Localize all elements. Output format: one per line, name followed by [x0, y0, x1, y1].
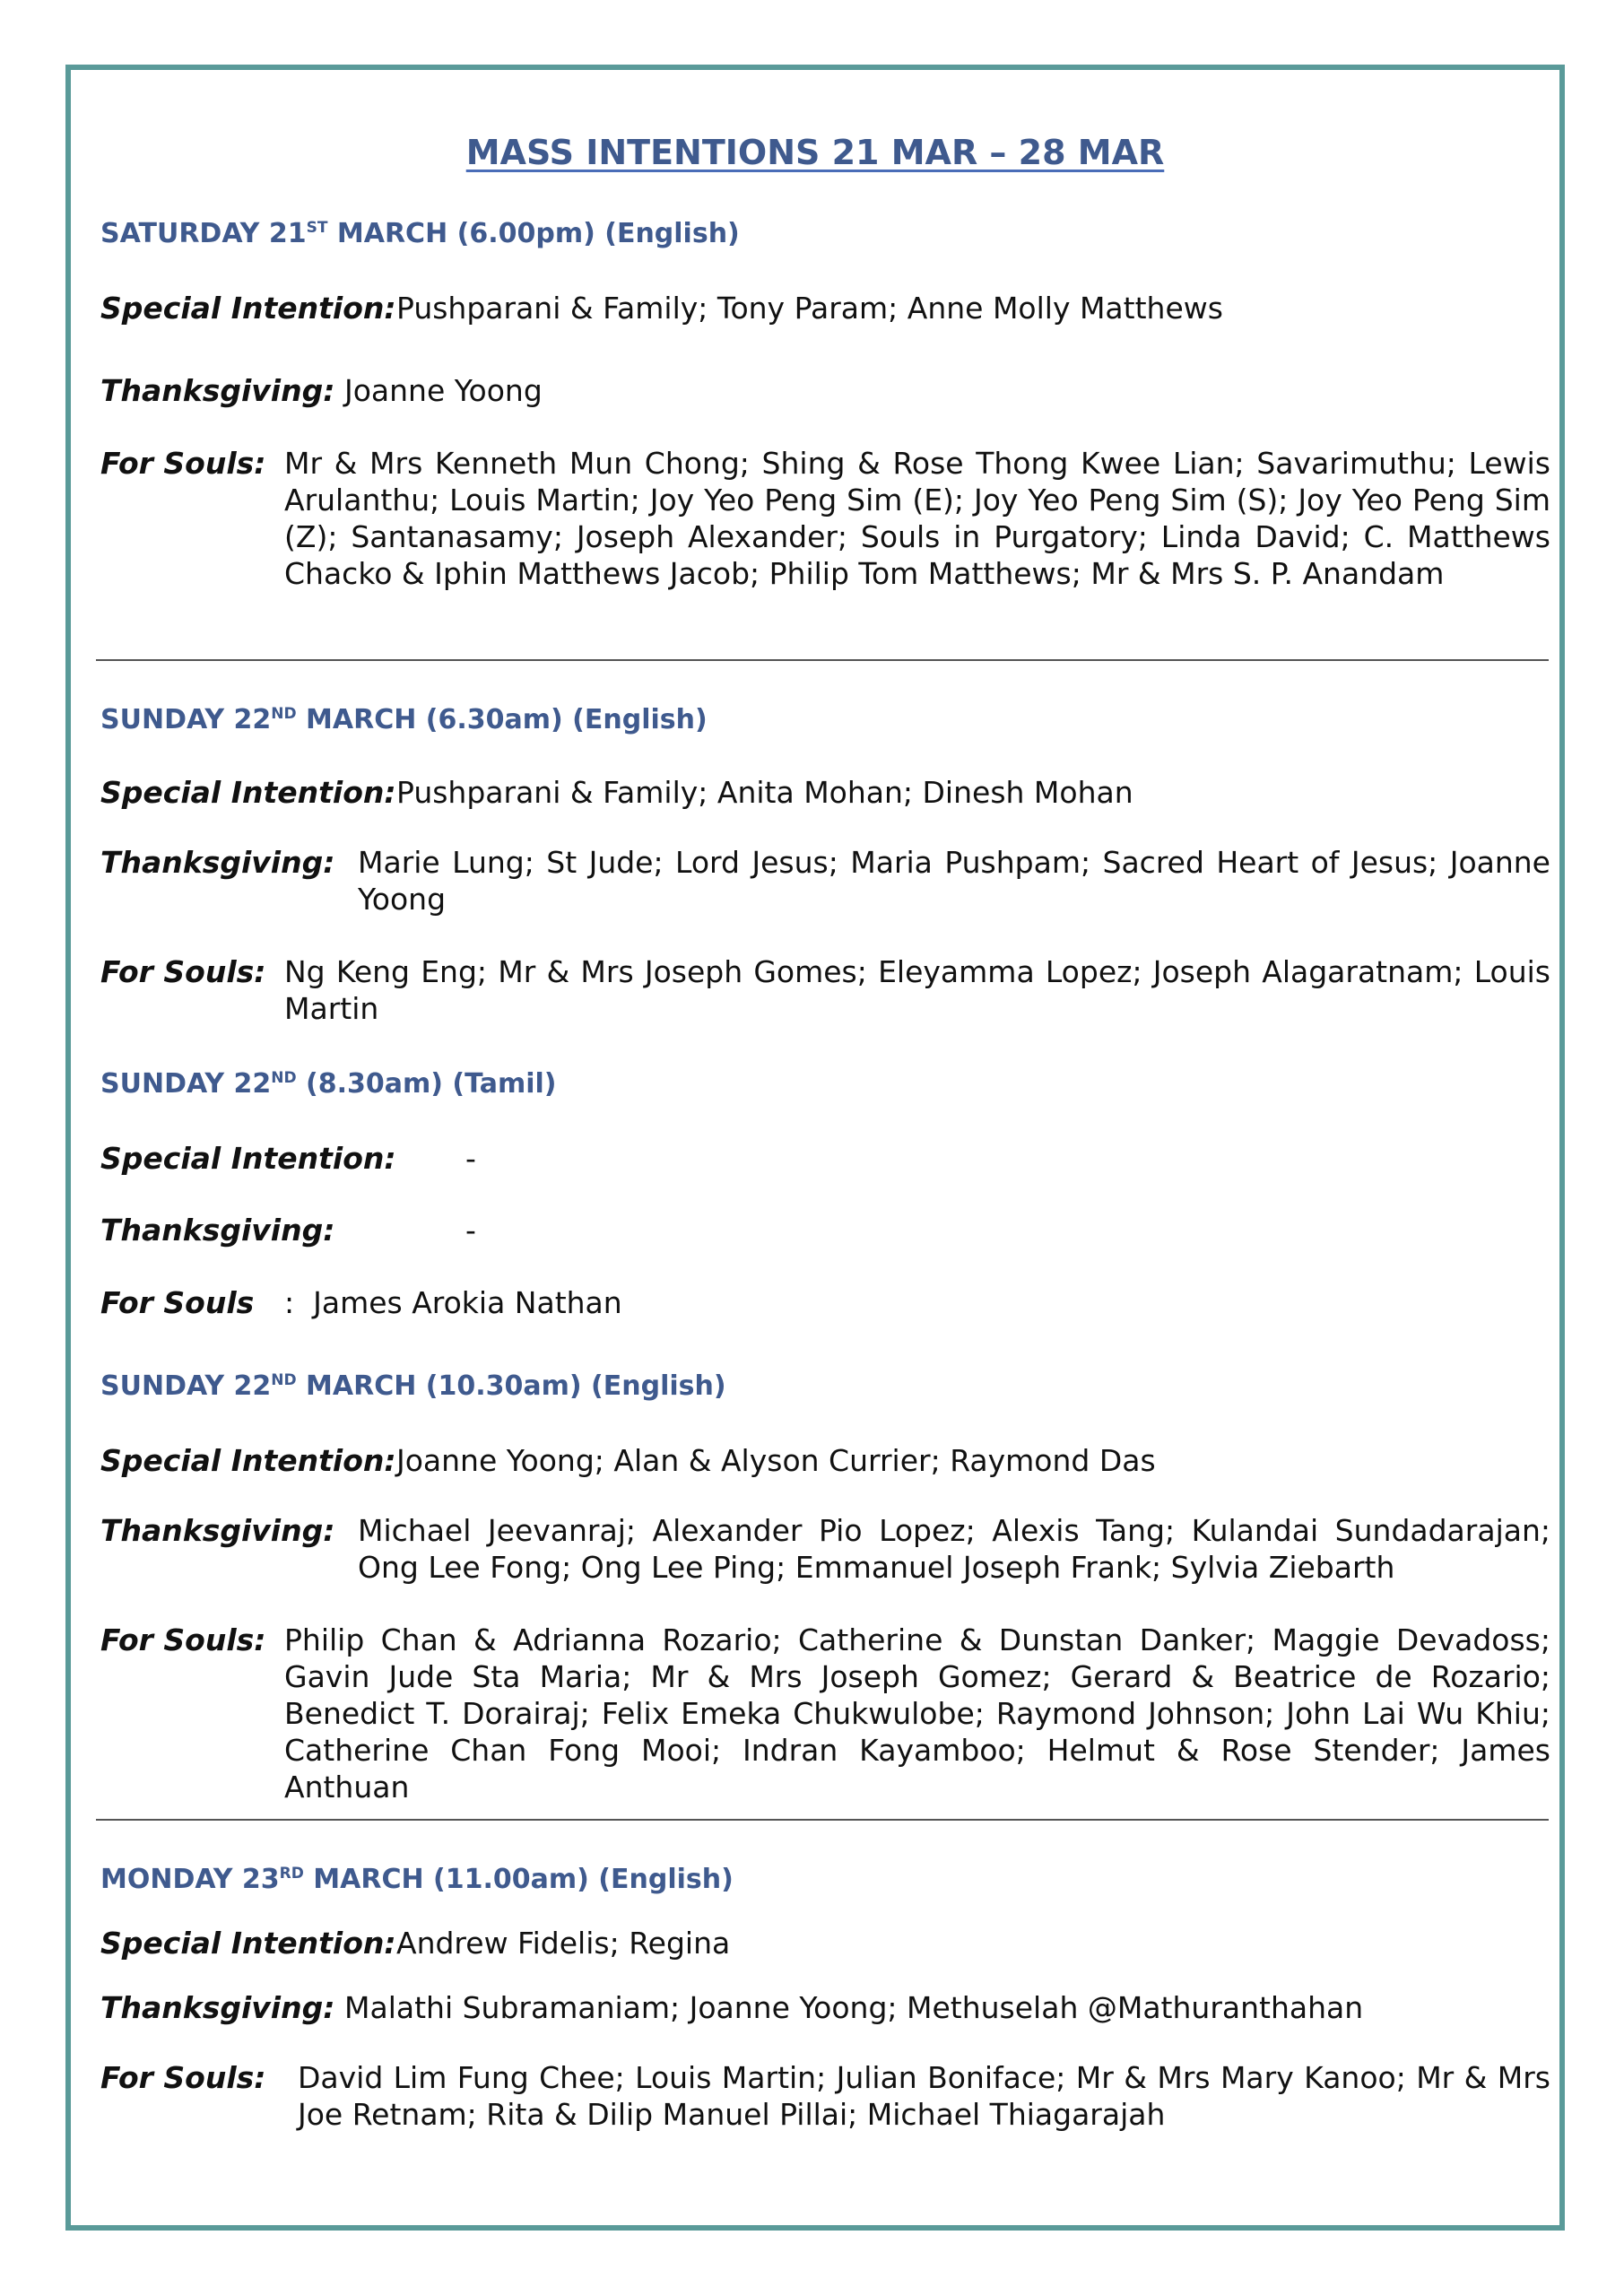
- thanksgiving-row: Thanksgiving: Joanne Yoong: [100, 373, 543, 408]
- for-souls-row: For Souls : James Arokia Nathan: [100, 1285, 622, 1320]
- for-souls-row: For Souls: Mr & Mrs Kenneth Mun Chong; Shing & Rose Thong Kwee Lian; Savarimuthu; Lewis Arulanthu; Louis Martin; Joy Yeo Peng Sim (E); Joy Yeo Peng Sim (S); Joy Yeo Peng Sim (Z); Santanasamy; Joseph Alexander; Souls in Purgatory; Linda David; C. Matthews Chacko & Iphin Matthews Jacob; Philip Tom Matthews; Mr & Mrs S. P. Anandam: [100, 446, 1550, 591]
- page-title: [71, 133, 1559, 172]
- thanksgiving-row: Thanksgiving: Malathi Subramaniam; Joanne Yoong; Methuselah @Mathuranthahan: [100, 1990, 1364, 2025]
- section-heading: SUNDAY 22ND MARCH (6.30am) (English): [100, 704, 708, 735]
- thanksgiving-row: Thanksgiving: Michael Jeevanraj; Alexander Pio Lopez; Alexis Tang; Kulandai Sundadarajan; Ong Lee Fong; Ong Lee Ping; Emmanuel Joseph Frank; Sylvia Ziebarth: [100, 1513, 1550, 1585]
- special-intention-row: Special Intention: Joanne Yoong; Alan & Alyson Currier; Raymond Das: [100, 1443, 1156, 1478]
- section-divider: [96, 1819, 1549, 1821]
- for-souls-row: For Souls: David Lim Fung Chee; Louis Martin; Julian Boniface; Mr & Mrs Mary Kanoo; Mr & Mrs Joe Retnam; Rita & Dilip Manuel Pillai; Michael Thiagarajah: [100, 2060, 1550, 2132]
- thanksgiving-row: Thanksgiving: -: [100, 1213, 476, 1248]
- section-heading: SUNDAY 22ND (8.30am) (Tamil): [100, 1068, 557, 1100]
- thanksgiving-row: Thanksgiving: Marie Lung; St Jude; Lord Jesus; Maria Pushpam; Sacred Heart of Jesus; Joanne Yoong: [100, 845, 1550, 917]
- special-intention-row: Special Intention: Andrew Fidelis; Regina: [100, 1926, 731, 1961]
- for-souls-row: For Souls: Ng Keng Eng; Mr & Mrs Joseph Gomes; Eleyamma Lopez; Joseph Alagaratnam; Louis Martin: [100, 954, 1550, 1026]
- special-intention-row: Special Intention: Pushparani & Family; Anita Mohan; Dinesh Mohan: [100, 775, 1133, 810]
- section-heading: MONDAY 23RD MARCH (11.00am) (English): [100, 1864, 734, 1895]
- special-intention-row: Special Intention: -: [100, 1141, 476, 1176]
- section-divider: [96, 659, 1549, 661]
- section-heading: SATURDAY 21ST MARCH (6.00pm) (English): [100, 218, 740, 249]
- page-border: [65, 65, 1565, 2231]
- for-souls-row: For Souls: Philip Chan & Adrianna Rozario; Catherine & Dunstan Danker; Maggie Devadoss; Gavin Jude Sta Maria; Mr & Mrs Joseph Gomez; Gerard & Beatrice de Rozario; Benedict T. Dorairaj; Felix Emeka Chukwulobe; Raymond Johnson; John Lai Wu Khiu; Catherine Chan Fong Mooi; Indran Kayamboo; Helmut & Rose Stender; James Anthuan: [100, 1622, 1550, 1805]
- section-heading: SUNDAY 22ND MARCH (10.30am) (English): [100, 1370, 726, 1402]
- special-intention-row: Special Intention: Pushparani & Family; Tony Param; Anne Molly Matthews: [100, 291, 1223, 326]
- page-title-text: MASS INTENTIONS 21 MAR – 28 MAR: [465, 133, 1165, 172]
